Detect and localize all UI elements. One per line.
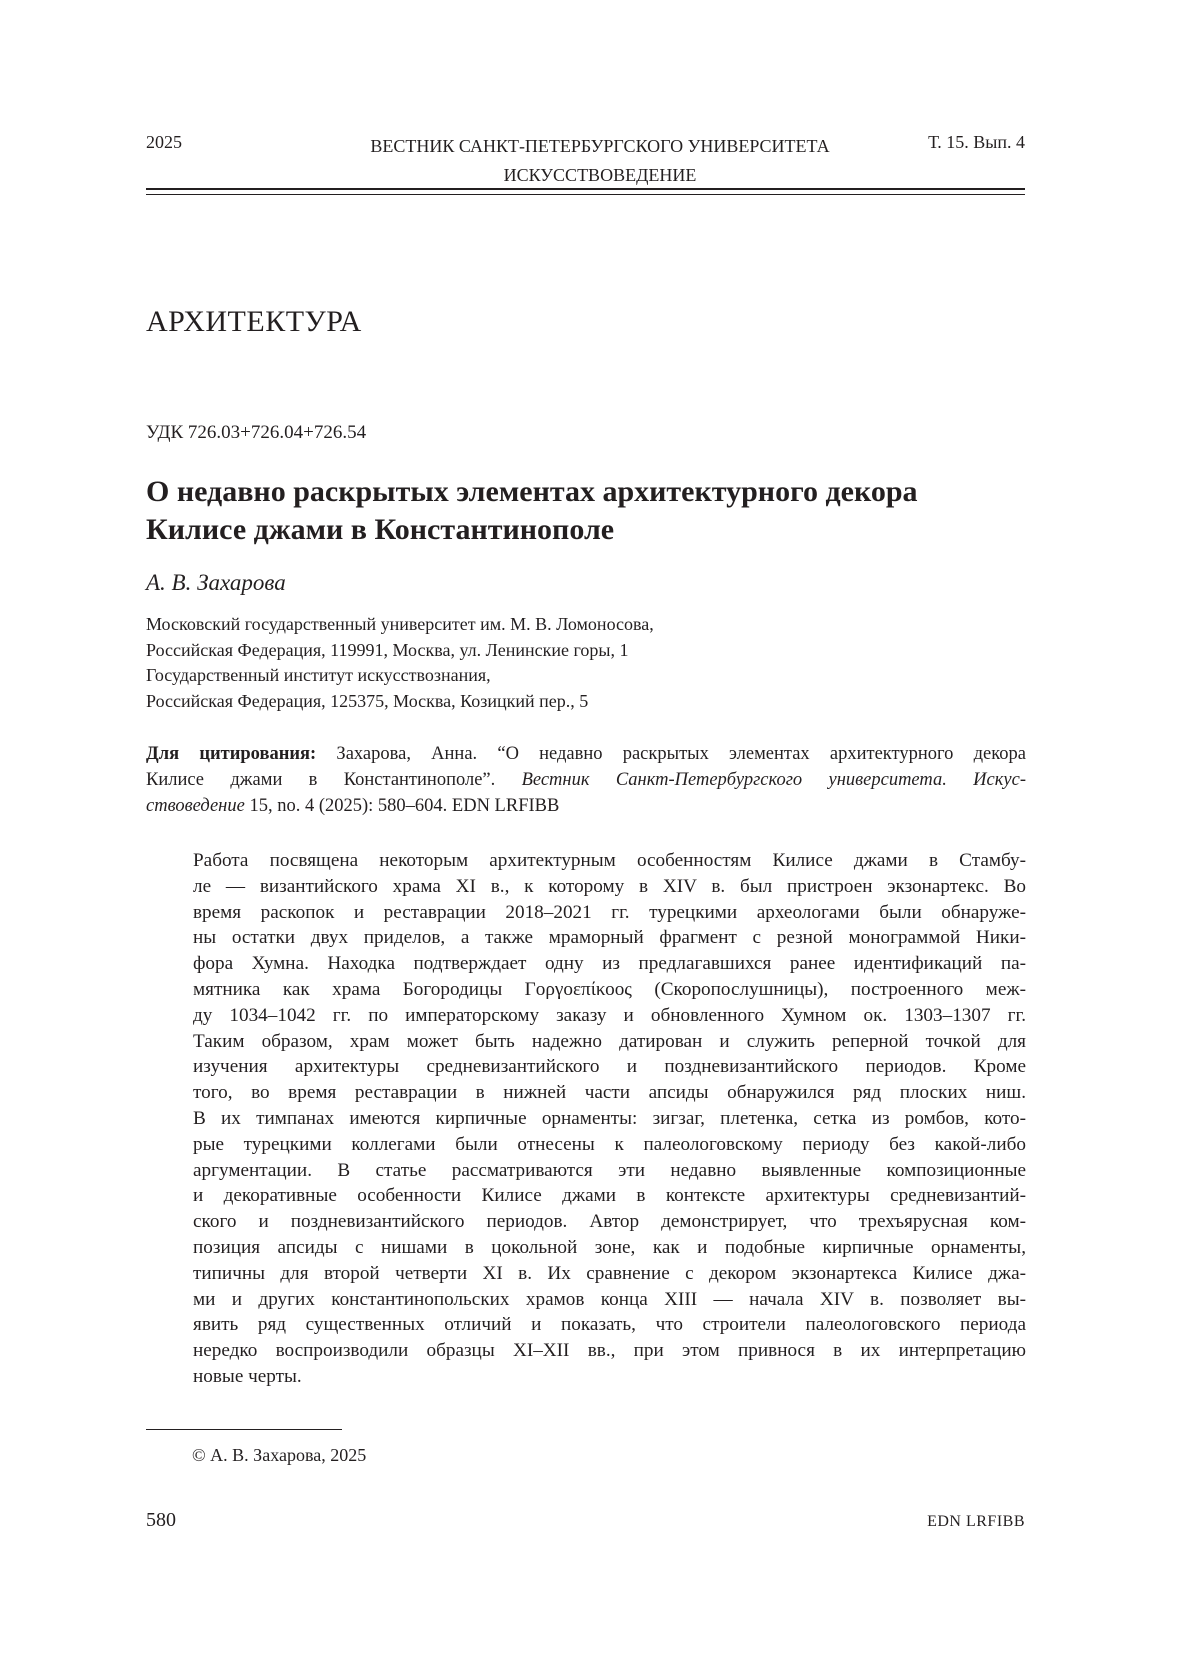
abstract-line: фора Хумна. Находка подтверждает одну из предлагавшихся ранее идентификаций па- [193,953,1026,975]
abstract-line: типичны для второй четверти XI в. Их сравнение с декором экзонартекса Килисе джа- [193,1262,1026,1284]
abstract-line: мятника как храма Богородицы Γοργοεπίκοος (Скоропослушницы), построенного меж- [193,978,1026,1000]
header-rule-thick [146,188,1025,190]
article-title-line: Килисе джами в Константинополе [146,513,615,546]
author-affiliations [146,612,654,714]
journal-name [300,132,900,190]
abstract-line: ны остатки двух приделов, а также мраморный фрагмент с резной монограммой Ники- [193,927,1026,949]
journal-title-line1: ВЕСТНИК САНКТ-ПЕТЕРБУРГСКОГО УНИВЕРСИТЕТА [370,136,830,156]
article-title [146,473,1026,549]
abstract-line: аргументации. В статье рассматриваются эти недавно выявленные композиционные [193,1159,1026,1181]
affiliation-line: Государственный институт искусствознания, [146,665,491,685]
citation-text: 15, no. 4 (2025): 580–604. EDN LRFIBB [249,796,560,816]
abstract-line: изучения архитектуры средневизантийского и поздневизантийского периодов. Кроме [193,1056,1026,1078]
abstract-line: ду 1034–1042 гг. по императорскому заказу и обновленного Хумном ок. 1303–1307 гг. [193,1004,1026,1026]
citation-block [146,741,1026,819]
abstract-line: новые черты. [193,1365,302,1387]
author-name: А. В. Захарова [146,570,286,595]
affiliation-line: Российская Федерация, 125375, Москва, Козицкий пер., 5 [146,690,589,711]
abstract [193,848,1026,1390]
article-title-line: О недавно раскрытых элементах архитектурного декора [146,475,918,508]
citation-line-3 [146,793,1026,819]
footnote-rule [146,1429,342,1430]
abstract-line: нередко воспроизводили образцы XI–XII вв., при этом привнося в их интерпретацию [193,1340,1026,1362]
header-rule-thin [146,194,1025,195]
header-volume: Т. 15. Вып. 4 [928,132,1025,152]
abstract-line: ле — византийского храма XI в., к которому в XIV в. был пристроен экзонартекс. Во [193,875,1026,897]
abstract-line: В их тимпанах имеются кирпичные орнаменты: зигзаг, плетенка, сетка из ромбов, кото- [193,1107,1026,1129]
affiliation-line: Московский государственный университет им. М. В. Ломоносова, [146,614,654,634]
abstract-line: позиция апсиды с нишами в цокольной зоне, как и подобные кирпичные орнаменты, [193,1236,1026,1258]
abstract-line: ского и поздневизантийского периодов. Автор демонстрирует, что трехъярусная ком- [193,1211,1026,1233]
copyright-note: © А. В. Захарова, 2025 [192,1445,367,1465]
edn-code: EDN LRFIBB [927,1513,1025,1530]
citation-journal: ствоведение [146,796,245,816]
page-number: 580 [146,1509,176,1531]
affiliation-line: Российская Федерация, 119991, Москва, ул. Ленинские горы, 1 [146,639,629,660]
abstract-line: и декоративные особенности Килисе джами в контексте архитектуры средневизантий- [193,1185,1026,1207]
abstract-line: рые турецкими коллегами были отнесены к палеологовскому периоду без какой-либо [193,1133,1026,1155]
citation-label: Для цитирования: [146,744,317,764]
abstract-line: того, во время реставрации в нижней части апсиды обнаружился ряд плоских ниш. [193,1082,1026,1104]
citation-text: Захарова, Анна. “О недавно раскрытых элементах архитектурного декора [336,744,1026,764]
section-title: АРХИТЕКТУРА [146,305,362,338]
abstract-line: ми и других константинопольских храмов конца XIII — начала XIV в. позволяет вы- [193,1288,1026,1310]
abstract-line: время раскопок и реставрации 2018–2021 гг. турецкими археологами были обнаруже- [193,901,1026,923]
header-year: 2025 [146,132,182,152]
citation-line-2 [146,767,1026,793]
abstract-line: явить ряд существенных отличий и показать, что строители палеологовского периода [193,1314,1026,1336]
abstract-line: Таким образом, храм может быть надежно датирован и служить реперной точкой для [193,1030,1026,1052]
citation-text: Килисе джами в Константинополе”. [146,770,496,790]
udc-code: УДК 726.03+726.04+726.54 [146,422,367,443]
abstract-line: Работа посвящена некоторым архитектурным особенностям Килисе джами в Стамбу- [193,850,1026,871]
citation-journal: Вестник Санкт-Петербургского университета. Искус- [521,770,1026,790]
journal-title-line2: ИСКУССТВОВЕДЕНИЕ [503,165,697,185]
citation-line-1 [146,741,1026,767]
